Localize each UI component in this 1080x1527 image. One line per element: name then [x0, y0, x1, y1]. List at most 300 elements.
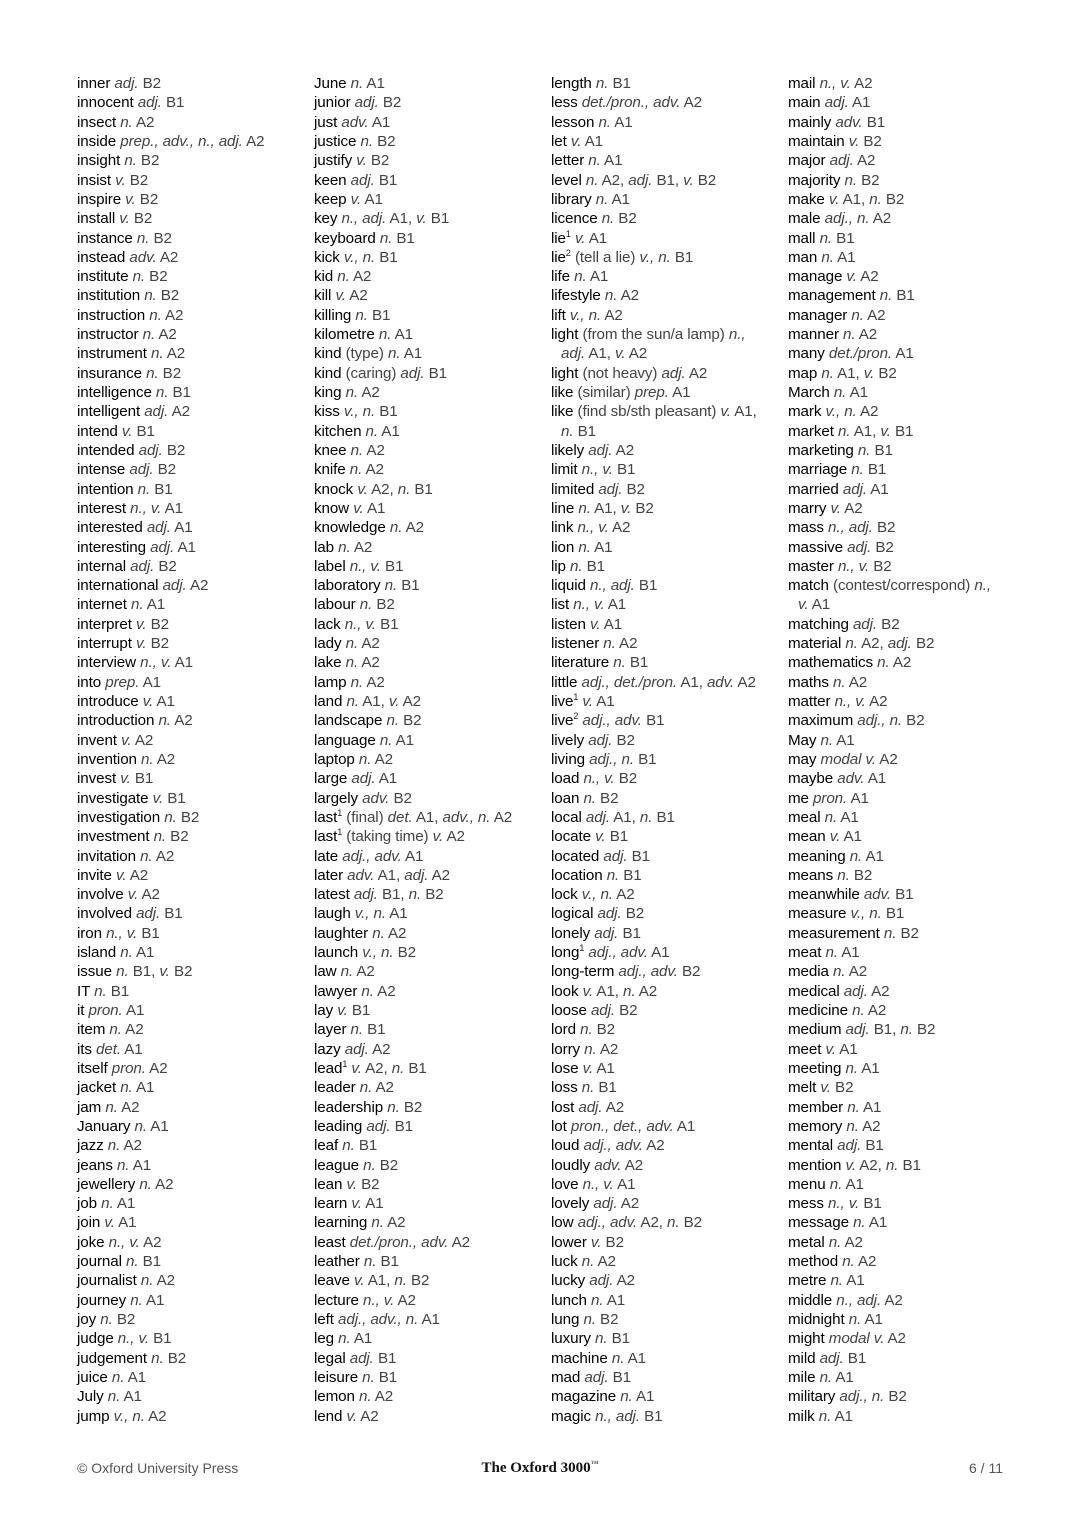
cefr-level: A2 [165, 306, 184, 324]
word-entry [788, 750, 1018, 769]
word-entry [551, 595, 781, 614]
part-of-speech: n. [116, 963, 129, 981]
headword: lion [551, 538, 575, 556]
cefr-level: B1 [110, 982, 130, 1000]
part-of-speech: n. [830, 1272, 843, 1290]
word-entry [314, 1349, 544, 1368]
word-entry [314, 286, 544, 305]
sense-gloss: (from the sun/a lamp) [582, 326, 725, 344]
part-of-speech: v. [432, 828, 444, 846]
word-entry [788, 789, 1018, 808]
cefr-level: A1 [845, 1175, 864, 1193]
headword: land [314, 693, 343, 710]
part-of-speech: n. [394, 1272, 407, 1290]
cefr-level: B2 [861, 171, 880, 189]
part-of-speech: n. [837, 866, 850, 884]
part-of-speech: n. [109, 1021, 122, 1039]
headword: jump [77, 1407, 110, 1425]
cefr-level: A1 [596, 693, 615, 710]
part-of-speech: adj. [130, 557, 155, 575]
cefr-level: B2 [625, 905, 645, 923]
cefr-level: A1 [864, 1311, 883, 1328]
part-of-speech: adj., adv. [588, 944, 648, 962]
part-of-speech: adj., adv. [577, 1214, 638, 1232]
headword: last [314, 808, 338, 826]
word-entry [314, 866, 544, 885]
cefr-level: A1 [142, 673, 162, 691]
part-of-speech: n., v. [819, 75, 851, 92]
word-entry [788, 306, 1018, 325]
word-entry [788, 460, 1018, 479]
word-entry [77, 904, 307, 923]
cefr-level: B2 [397, 944, 416, 962]
part-of-speech: n. [363, 1156, 376, 1174]
headword: list [551, 596, 570, 614]
part-of-speech: n. [361, 982, 374, 1000]
headword: mess [788, 1195, 824, 1213]
headword: matching [788, 615, 849, 633]
word-entry [551, 1059, 781, 1078]
word-entry [551, 1213, 781, 1232]
part-of-speech: n. [595, 190, 609, 208]
part-of-speech: adj. [824, 94, 849, 112]
cefr-level: A2 [125, 1021, 144, 1039]
headword: journalist [77, 1272, 137, 1290]
part-of-speech: n. [153, 828, 167, 846]
cefr-level: A2 [605, 1098, 625, 1116]
cefr-level: A2 [366, 673, 385, 691]
word-entry [314, 962, 544, 981]
part-of-speech: n. [900, 1021, 913, 1039]
cefr-level: B1 [141, 924, 160, 942]
sense-gloss: (final) [346, 808, 384, 826]
headword: mall [788, 229, 816, 247]
headword: into [77, 673, 102, 691]
headword: lie [551, 229, 566, 247]
headword: message [788, 1214, 849, 1232]
part-of-speech: v. [830, 499, 841, 517]
part-of-speech: pron. [813, 789, 848, 807]
word-entry [788, 1387, 1018, 1406]
cefr-level: B1 [894, 422, 914, 440]
word-entry [788, 576, 1018, 595]
cefr-level: B2 [900, 924, 919, 942]
headword: meet [788, 1040, 822, 1058]
cefr-level: A2 [871, 982, 890, 1000]
headword: level [551, 171, 582, 189]
cefr-level: A1 [840, 808, 859, 826]
headword: later [314, 866, 344, 884]
cefr-level: A2 [862, 1117, 881, 1135]
part-of-speech: adj. [137, 94, 162, 112]
word-entry [788, 924, 1018, 943]
part-of-speech: n. [595, 1330, 608, 1348]
headword: mild [788, 1349, 816, 1367]
part-of-speech: n. [359, 1388, 372, 1406]
cefr-level: A1 [604, 152, 623, 170]
cefr-level: A1 [421, 1311, 440, 1328]
cefr-level: B2 [139, 190, 159, 208]
part-of-speech: n. [345, 654, 359, 672]
cefr-level: A2 [844, 1233, 863, 1251]
word-entry [77, 422, 307, 441]
cefr-level: A2 [431, 866, 451, 884]
word-entry [314, 1368, 544, 1387]
headword: light [551, 364, 579, 382]
headword: me [788, 789, 809, 807]
cefr-level: A2 [246, 132, 265, 150]
word-entry [314, 1329, 544, 1348]
headword: journal [77, 1253, 122, 1271]
part-of-speech: v. [351, 1195, 362, 1213]
word-entry [788, 634, 1018, 653]
cefr-level: B2 [150, 615, 169, 633]
cefr-level: B1, [656, 171, 679, 189]
part-of-speech: adj. [114, 75, 139, 92]
word-entry [551, 422, 781, 441]
word-entry [314, 692, 544, 711]
headword: long-term [551, 963, 615, 981]
cefr-level: A1 [835, 1368, 854, 1386]
cefr-level: A2, [861, 635, 884, 653]
part-of-speech: v. [357, 480, 368, 498]
part-of-speech: n. [342, 1137, 355, 1155]
headword: lip [551, 557, 566, 575]
headword: medium [788, 1021, 842, 1039]
part-of-speech: n. [146, 364, 159, 382]
word-entry [77, 750, 307, 769]
cefr-level: A1 [125, 1002, 145, 1019]
word-entry [314, 441, 544, 460]
word-entry [788, 1213, 1018, 1232]
part-of-speech: v. [590, 1233, 602, 1251]
headword: little [551, 673, 578, 691]
homograph-number: 1 [337, 827, 343, 838]
headword: manage [788, 268, 843, 286]
part-of-speech: v. [353, 1272, 365, 1290]
cefr-level: B1 [674, 248, 694, 266]
word-entry [551, 1291, 781, 1310]
cefr-level: A2 [620, 287, 640, 305]
cefr-level: A1 [589, 268, 609, 286]
cefr-level: B2 [600, 789, 619, 807]
cefr-level: A1 [849, 384, 868, 401]
part-of-speech: adj., n. [839, 1388, 885, 1406]
cefr-level: B1 [863, 1195, 882, 1213]
cefr-level: A1, [837, 364, 860, 382]
cefr-level: B1 [377, 1349, 397, 1367]
word-entry [788, 383, 1018, 402]
page-number: 6 / 11 [969, 1460, 1003, 1476]
sense-gloss: (not heavy) [582, 364, 658, 382]
headword: make [788, 190, 825, 208]
part-of-speech: adj. [588, 731, 613, 749]
part-of-speech: n. [350, 1021, 364, 1039]
cefr-level: B2 [682, 963, 701, 981]
word-entry [314, 557, 544, 576]
headword: kill [314, 287, 332, 305]
headword: living [551, 750, 586, 768]
headword: line [551, 499, 575, 517]
cefr-level: B2 [403, 712, 422, 730]
part-of-speech: n. [845, 635, 858, 653]
part-of-speech: n. [151, 1349, 164, 1367]
cefr-level: A2 [854, 75, 873, 92]
part-of-speech: n. [828, 1233, 842, 1251]
cefr-level: A1 [403, 345, 423, 363]
word-entry [314, 344, 544, 363]
word-entry [314, 711, 544, 730]
cefr-level: A1, [362, 693, 385, 710]
word-column-2 [314, 74, 544, 1426]
headword: June [314, 75, 347, 92]
part-of-speech: n. [833, 384, 847, 401]
word-entry [551, 1156, 781, 1175]
word-entry [314, 1233, 544, 1252]
headword: lucky [551, 1272, 586, 1290]
word-entry [788, 480, 1018, 499]
cefr-level: A2, [365, 1059, 388, 1077]
word-column-1 [77, 74, 307, 1426]
word-entry [551, 1001, 781, 1020]
part-of-speech: n. [585, 171, 599, 189]
part-of-speech: n. [389, 519, 403, 537]
part-of-speech: adj. [887, 635, 912, 653]
word-entry [77, 1020, 307, 1039]
word-entry [314, 151, 544, 170]
part-of-speech: n. [379, 731, 393, 749]
part-of-speech: n. [338, 1330, 351, 1348]
word-entry [77, 885, 307, 904]
word-entry [551, 344, 781, 363]
word-entry [314, 190, 544, 209]
headword: kind [314, 345, 342, 363]
part-of-speech: n. [391, 1059, 405, 1077]
part-of-speech: n. [134, 1117, 147, 1135]
part-of-speech: v. [121, 731, 132, 749]
headword: majority [788, 171, 841, 189]
headword: management [788, 287, 876, 305]
word-entry [77, 1194, 307, 1213]
headword: joke [77, 1233, 105, 1251]
cefr-level: B2 [683, 1214, 703, 1232]
cefr-level: A2 [189, 577, 209, 595]
cefr-level: A1 [371, 113, 391, 131]
word-entry [551, 1310, 781, 1329]
part-of-speech: adj. [829, 152, 854, 170]
part-of-speech: v. [346, 1407, 357, 1425]
word-entry [77, 711, 307, 730]
headword: interested [77, 519, 143, 537]
part-of-speech: v. [570, 132, 582, 150]
cefr-level: A2 [867, 306, 886, 324]
word-entry [551, 557, 781, 576]
cefr-level: B1 [656, 808, 675, 826]
word-entry [551, 615, 781, 634]
part-of-speech: n. [155, 384, 169, 401]
headword: keen [314, 171, 347, 189]
cefr-level: B1 [428, 364, 448, 382]
part-of-speech: n. [384, 577, 398, 595]
part-of-speech: n. [851, 461, 864, 479]
headword: learn [314, 1195, 348, 1213]
cefr-level: B1 [380, 1253, 399, 1271]
headword: inside [77, 132, 117, 150]
cefr-level: A1 [381, 422, 400, 440]
cefr-level: A2 [171, 403, 190, 421]
headword: internal [77, 557, 127, 575]
part-of-speech: v. [115, 866, 127, 884]
part-of-speech: n. [849, 847, 863, 865]
part-of-speech: n., v. [577, 519, 609, 537]
part-of-speech: n. [101, 1195, 114, 1213]
part-of-speech: adj. [590, 1002, 616, 1019]
word-entry [314, 1407, 544, 1426]
word-entry [77, 1078, 307, 1097]
part-of-speech: n. [570, 557, 583, 575]
word-entry [788, 615, 1018, 634]
headword: lost [551, 1098, 575, 1116]
headword: meat [788, 944, 822, 962]
part-of-speech: v. [820, 1079, 831, 1097]
part-of-speech: n. [116, 1156, 130, 1174]
headword: match [788, 577, 829, 595]
word-entry [77, 1059, 307, 1078]
word-entry [77, 229, 307, 248]
headword: jazz [77, 1137, 104, 1155]
word-entry [551, 1329, 781, 1348]
headword: manner [788, 326, 839, 344]
part-of-speech: adj. [351, 770, 376, 788]
headword: league [314, 1156, 360, 1174]
headword: joy [77, 1311, 97, 1328]
word-entry [788, 518, 1018, 537]
word-entry [77, 190, 307, 209]
cefr-level: B1 [378, 1368, 398, 1386]
word-entry [551, 1407, 781, 1426]
cefr-level: A2 [879, 750, 898, 768]
part-of-speech: n. [132, 268, 146, 286]
part-of-speech: n. [149, 306, 162, 324]
cefr-level: B1 [351, 1002, 371, 1019]
part-of-speech: n. [883, 924, 897, 942]
word-entry [77, 866, 307, 885]
headword: lung [551, 1311, 580, 1328]
part-of-speech: n. [130, 1291, 143, 1309]
cefr-level: A1 [127, 1368, 147, 1386]
headword: lunch [551, 1291, 587, 1309]
headword: meeting [788, 1059, 842, 1077]
headword: might [788, 1330, 825, 1348]
cefr-level: A1 [135, 1079, 155, 1097]
cefr-level: B1 [622, 924, 641, 942]
headword: lot [551, 1117, 567, 1135]
cefr-level: B2 [618, 210, 637, 228]
cefr-level: A2 [361, 654, 380, 672]
part-of-speech: n. [359, 1079, 373, 1097]
part-of-speech: n. [590, 1291, 604, 1309]
headword: kilometre [314, 326, 375, 344]
word-entry [77, 1213, 307, 1232]
cefr-level: A2 [402, 693, 421, 710]
cefr-level: B2 [635, 499, 654, 517]
part-of-speech: n. [120, 944, 133, 962]
cefr-level: A2 [446, 828, 465, 846]
headword: kid [314, 268, 334, 286]
cefr-level: B2 [150, 635, 169, 653]
cefr-level: A1 [841, 944, 860, 962]
headword: March [788, 384, 830, 401]
headword: knife [314, 461, 346, 479]
headword: intend [77, 422, 118, 440]
word-entry [551, 132, 781, 151]
word-entry [788, 1175, 1018, 1194]
headword: invite [77, 866, 112, 884]
headword: intense [77, 461, 126, 479]
headword: lonely [551, 924, 591, 942]
part-of-speech: n. [623, 982, 636, 1000]
part-of-speech: n., v. [349, 557, 381, 575]
word-entry [314, 74, 544, 93]
word-entry [788, 132, 1018, 151]
cefr-level: A1 [389, 905, 408, 923]
part-of-speech: v. [356, 152, 367, 170]
part-of-speech: n. [843, 326, 856, 344]
word-entry [314, 1156, 544, 1175]
headword: limit [551, 461, 578, 479]
part-of-speech: v. [416, 210, 427, 228]
cefr-level: B1 [874, 441, 893, 459]
part-of-speech: adj. [598, 480, 623, 498]
cefr-level: A1 [150, 1117, 169, 1135]
headword: look [551, 982, 579, 1000]
part-of-speech: n., v. [363, 1291, 395, 1309]
cefr-level: A2 [688, 364, 708, 382]
part-of-speech: n., v. [837, 557, 870, 575]
word-entry [551, 943, 781, 962]
part-of-speech: adj. [588, 441, 613, 459]
word-entry [314, 1078, 544, 1097]
cefr-level: A2 [156, 750, 176, 768]
part-of-speech: v. [135, 615, 147, 633]
word-entry [788, 1040, 1018, 1059]
cefr-level: A2 [374, 1388, 394, 1406]
part-of-speech: adj. [350, 171, 375, 189]
headword: main [788, 94, 821, 112]
headword: instructor [77, 326, 139, 344]
headword: insist [77, 171, 112, 189]
word-entry [77, 286, 307, 305]
part-of-speech: v. [121, 422, 133, 440]
cefr-level: A2 [624, 1156, 644, 1174]
part-of-speech: adj., adv. [618, 963, 678, 981]
cefr-level: A1, [367, 1272, 391, 1290]
word-entry [788, 1310, 1018, 1329]
word-entry [314, 1001, 544, 1020]
part-of-speech: adj. [603, 847, 628, 865]
part-of-speech: n., v. [834, 693, 866, 710]
headword: maths [788, 673, 829, 691]
cefr-level: A2 [857, 1253, 877, 1271]
part-of-speech: n., [728, 326, 746, 344]
part-of-speech: n. [345, 384, 359, 401]
cefr-level: B1 [134, 770, 154, 788]
cefr-level: A1 [635, 1388, 655, 1406]
word-entry [551, 711, 781, 730]
part-of-speech: v. [582, 982, 594, 1000]
part-of-speech: n., v. [130, 499, 162, 517]
word-entry [314, 982, 544, 1001]
